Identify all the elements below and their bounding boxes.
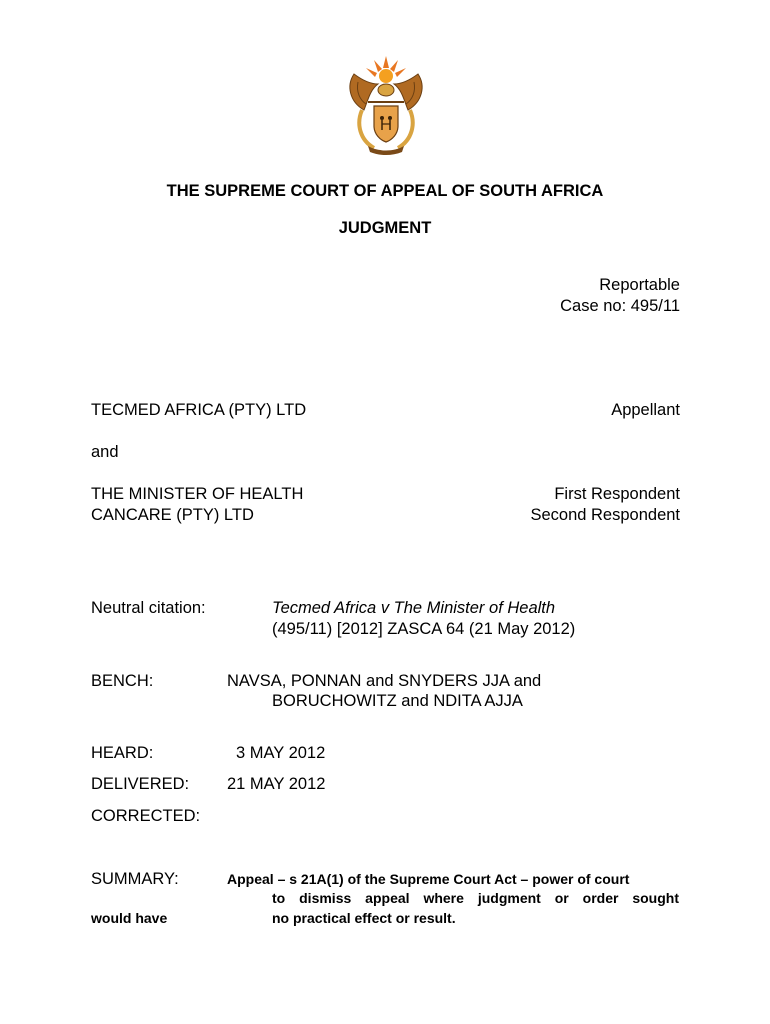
coat-of-arms-icon: [344, 54, 428, 156]
corrected-label: CORRECTED:: [91, 807, 201, 825]
parties-conjunction: and: [91, 443, 119, 461]
first-respondent-role: First Respondent: [554, 485, 680, 503]
summary-line-3-left: would have: [91, 910, 168, 926]
citation-reference: (495/11) [2012] ZASCA 64 (21 May 2012): [272, 620, 576, 638]
citation-case-name: Tecmed Africa v The Minister of Health: [272, 599, 556, 617]
delivered-date: 21 MAY 2012: [227, 775, 326, 793]
summary-line-2: to dismiss appeal where judgment or order sought: [272, 890, 679, 906]
citation-label: Neutral citation:: [91, 599, 206, 617]
bench-label: BENCH:: [91, 672, 154, 690]
reportable-label: Reportable: [599, 276, 680, 294]
delivered-label: DELIVERED:: [91, 775, 190, 793]
first-respondent-name: THE MINISTER OF HEALTH: [91, 485, 304, 503]
bench-line-1: NAVSA, PONNAN and SNYDERS JJA and: [227, 672, 542, 690]
heard-label: HEARD:: [91, 744, 154, 762]
bench-line-2: BORUCHOWITZ and NDITA AJJA: [272, 692, 523, 710]
summary-label: SUMMARY:: [91, 870, 179, 888]
appellant-name: TECMED AFRICA (PTY) LTD: [91, 401, 307, 419]
case-number: Case no: 495/11: [560, 297, 680, 315]
court-title: THE SUPREME COURT OF APPEAL OF SOUTH AFRICA: [166, 182, 604, 200]
appellant-role: Appellant: [611, 401, 680, 419]
document-type-heading: JUDGMENT: [338, 219, 432, 237]
second-respondent-name: CANCARE (PTY) LTD: [91, 506, 254, 524]
second-respondent-role: Second Respondent: [530, 506, 680, 524]
summary-line-3: no practical effect or result.: [272, 910, 456, 926]
summary-line-1: Appeal – s 21A(1) of the Supreme Court Act – power of court: [227, 871, 630, 887]
heard-date: 3 MAY 2012: [236, 744, 326, 762]
